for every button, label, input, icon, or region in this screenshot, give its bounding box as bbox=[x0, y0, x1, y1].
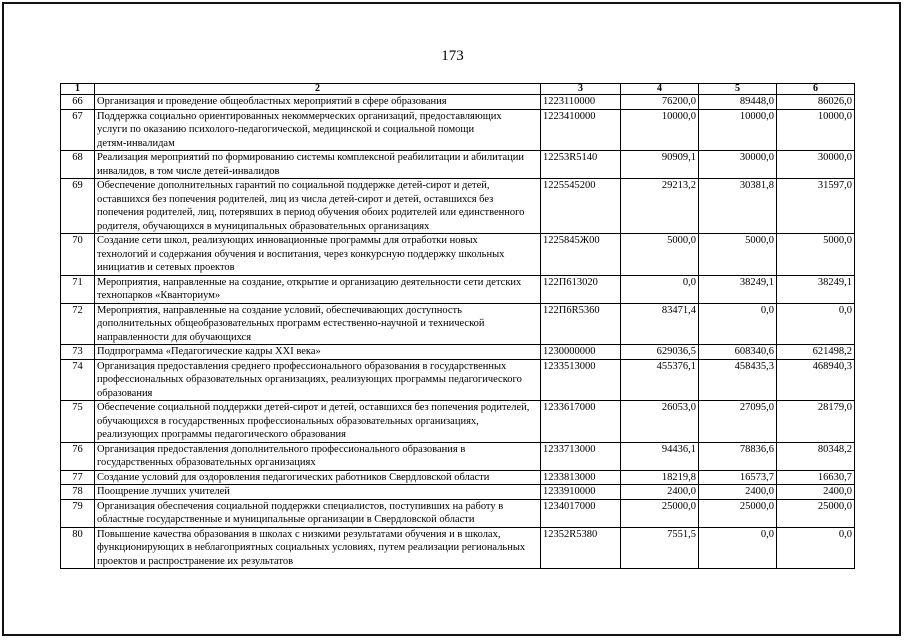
row-description bbox=[95, 151, 541, 179]
column-header-6: 6 bbox=[777, 84, 855, 95]
row-number: 77 bbox=[61, 470, 95, 485]
value-col-4: 25000,0 bbox=[621, 499, 699, 527]
value-col-4: 0,0 bbox=[621, 275, 699, 303]
row-number: 75 bbox=[61, 401, 95, 443]
description-line: Мероприятия, направленные на создание, открытие и организацию деятельности сети детских bbox=[97, 276, 522, 288]
value-col-6: 468940,3 bbox=[777, 359, 855, 401]
value-col-4: 83471,4 bbox=[621, 303, 699, 345]
value-col-4: 76200,0 bbox=[621, 95, 699, 110]
description-line: областные государственные и муниципальные организации в Свердловской области bbox=[97, 514, 475, 525]
description-line: проектов и распространение их результатов bbox=[97, 555, 294, 567]
description-line: дополнительных общеобразовательных программ естественно-научной и технической bbox=[97, 318, 485, 329]
value-col-5: 10000,0 bbox=[699, 109, 777, 151]
description-line: Мероприятия, направленные на создание условий, обеспечивающих доступность bbox=[97, 304, 462, 316]
table-row bbox=[61, 275, 855, 303]
row-code: 12352R5380 bbox=[541, 527, 621, 569]
description-line: реализующих программы педагогического образования bbox=[97, 429, 346, 440]
description-line: Обеспечение дополнительных гарантий по социальной поддержке детей-сирот и детей, bbox=[97, 180, 490, 191]
value-col-6: 5000,0 bbox=[777, 234, 855, 276]
table-row bbox=[61, 303, 855, 345]
table-row bbox=[61, 442, 855, 470]
column-header-4: 4 bbox=[621, 84, 699, 95]
row-code: 1233713000 bbox=[541, 442, 621, 470]
value-col-6: 28179,0 bbox=[777, 401, 855, 443]
row-description bbox=[95, 401, 541, 443]
description-line: Подпрограмма «Педагогические кадры XXI века» bbox=[97, 346, 321, 357]
table-header-row bbox=[61, 84, 855, 95]
row-description bbox=[95, 499, 541, 527]
row-code: 1223110000 bbox=[541, 95, 621, 110]
description-line: услуги по оказанию психолого-педагогической, медицинской и социальной помощи bbox=[97, 124, 475, 135]
description-line: функционирующих в неблагоприятных социальных условиях, путем реализации региональных bbox=[97, 542, 526, 553]
description-line: Организация предоставления среднего профессионального образования в государственных bbox=[97, 360, 507, 372]
row-number: 80 bbox=[61, 527, 95, 569]
row-code: 12253R5140 bbox=[541, 151, 621, 179]
column-header-1: 1 bbox=[61, 84, 95, 95]
description-line: технопарков «Кванториум» bbox=[97, 290, 221, 301]
row-code: 1225845Ж00 bbox=[541, 234, 621, 276]
description-line: Повышение качества образования в школах с низкими результатами обучения и в школах, bbox=[97, 528, 501, 540]
row-code: 1233617000 bbox=[541, 401, 621, 443]
description-line: оставшихся без попечения родителей, лиц из числа детей-сирот и детей, оставшихся без bbox=[97, 193, 494, 205]
description-line: государственных образовательных организациях bbox=[97, 457, 316, 468]
value-col-6: 30000,0 bbox=[777, 151, 855, 179]
value-col-6: 2400,0 bbox=[777, 485, 855, 500]
value-col-6: 86026,0 bbox=[777, 95, 855, 110]
table-row bbox=[61, 527, 855, 569]
table-row bbox=[61, 109, 855, 151]
table-row bbox=[61, 95, 855, 110]
row-code: 1233910000 bbox=[541, 485, 621, 500]
description-line: родителя, обучающихся в муниципальных образовательных организациях bbox=[97, 220, 430, 232]
value-col-4: 455376,1 bbox=[621, 359, 699, 401]
row-code: 1234017000 bbox=[541, 499, 621, 527]
column-header-2: 2 bbox=[95, 84, 541, 95]
description-line: Поддержка социально ориентированных некоммерческих организаций, предоставляющих bbox=[97, 110, 502, 122]
row-description bbox=[95, 485, 541, 500]
value-col-5: 30000,0 bbox=[699, 151, 777, 179]
budget-table bbox=[60, 83, 855, 569]
row-description bbox=[95, 359, 541, 401]
value-col-4: 29213,2 bbox=[621, 179, 699, 234]
row-code: 1233813000 bbox=[541, 470, 621, 485]
table-row bbox=[61, 470, 855, 485]
value-col-5: 38249,1 bbox=[699, 275, 777, 303]
row-number: 71 bbox=[61, 275, 95, 303]
value-col-4: 5000,0 bbox=[621, 234, 699, 276]
row-code: 1233513000 bbox=[541, 359, 621, 401]
table-row bbox=[61, 359, 855, 401]
value-col-5: 5000,0 bbox=[699, 234, 777, 276]
value-col-4: 18219,8 bbox=[621, 470, 699, 485]
description-line: Реализация мероприятий по формированию системы комплексной реабилитации и абилитации bbox=[97, 152, 525, 163]
row-code: 122П613020 bbox=[541, 275, 621, 303]
value-col-5: 78836,6 bbox=[699, 442, 777, 470]
column-header-3: 3 bbox=[541, 84, 621, 95]
row-number: 68 bbox=[61, 151, 95, 179]
row-code: 1223410000 bbox=[541, 109, 621, 151]
value-col-6: 31597,0 bbox=[777, 179, 855, 234]
value-col-4: 94436,1 bbox=[621, 442, 699, 470]
row-number: 78 bbox=[61, 485, 95, 500]
description-line: инвалидов, в том числе детей-инвалидов bbox=[97, 165, 280, 177]
value-col-6: 16630,7 bbox=[777, 470, 855, 485]
row-description bbox=[95, 303, 541, 345]
row-description bbox=[95, 442, 541, 470]
row-description bbox=[95, 234, 541, 276]
description-line: инициатив и сетевых проектов bbox=[97, 262, 235, 273]
value-col-6: 38249,1 bbox=[777, 275, 855, 303]
value-col-5: 0,0 bbox=[699, 527, 777, 569]
column-header-5: 5 bbox=[699, 84, 777, 95]
table-row bbox=[61, 485, 855, 500]
table-row bbox=[61, 499, 855, 527]
value-col-6: 25000,0 bbox=[777, 499, 855, 527]
description-line: технологий и содержания обучения и воспитания, через конкурсную поддержку школьных bbox=[97, 248, 505, 260]
description-line: детям-инвалидам bbox=[97, 137, 175, 149]
value-col-4: 10000,0 bbox=[621, 109, 699, 151]
value-col-6: 0,0 bbox=[777, 527, 855, 569]
value-col-5: 89448,0 bbox=[699, 95, 777, 110]
value-col-4: 26053,0 bbox=[621, 401, 699, 443]
row-description bbox=[95, 527, 541, 569]
value-col-4: 2400,0 bbox=[621, 485, 699, 500]
value-col-5: 25000,0 bbox=[699, 499, 777, 527]
value-col-4: 90909,1 bbox=[621, 151, 699, 179]
description-line: профессиональных образовательных организациях, реализующих программы педагогического bbox=[97, 374, 522, 385]
description-line: образования bbox=[97, 387, 153, 399]
description-line: Создание сети школ, реализующих инновационные программы для отработки новых bbox=[97, 235, 478, 246]
description-line: Создание условий для оздоровления педагогических работников Свердловской области bbox=[97, 471, 490, 483]
row-number: 79 bbox=[61, 499, 95, 527]
table-row bbox=[61, 345, 855, 360]
description-line: Организация и проведение общеобластных мероприятий в сфере образования bbox=[97, 96, 447, 107]
page-number: 173 bbox=[441, 48, 464, 64]
value-col-4: 7551,5 bbox=[621, 527, 699, 569]
row-number: 76 bbox=[61, 442, 95, 470]
row-number: 66 bbox=[61, 95, 95, 110]
value-col-6: 621498,2 bbox=[777, 345, 855, 360]
row-description bbox=[95, 109, 541, 151]
row-description bbox=[95, 179, 541, 234]
row-description bbox=[95, 345, 541, 360]
value-col-5: 2400,0 bbox=[699, 485, 777, 500]
value-col-6: 10000,0 bbox=[777, 109, 855, 151]
description-line: Обеспечение социальной поддержки детей-сирот и детей, оставшихся без попечения родителей, bbox=[97, 402, 530, 413]
row-number: 67 bbox=[61, 109, 95, 151]
row-description bbox=[95, 470, 541, 485]
description-line: направленности для обучающихся bbox=[97, 331, 252, 343]
row-code: 1225545200 bbox=[541, 179, 621, 234]
table-body bbox=[61, 95, 855, 569]
table-row bbox=[61, 179, 855, 234]
description-line: Организация предоставления дополнительного профессионального образования в bbox=[97, 443, 466, 455]
description-line: Поощрение лучших учителей bbox=[97, 486, 230, 497]
value-col-5: 27095,0 bbox=[699, 401, 777, 443]
description-line: Организация обеспечения социальной поддержки специалистов, поступивших на работу в bbox=[97, 500, 504, 512]
row-number: 72 bbox=[61, 303, 95, 345]
row-code: 122П6R5360 bbox=[541, 303, 621, 345]
description-line: попечения родителей, лиц, потерявших в период обучения обоих родителей или единственного bbox=[97, 207, 525, 218]
value-col-6: 80348,2 bbox=[777, 442, 855, 470]
row-number: 70 bbox=[61, 234, 95, 276]
description-line: обучающихся в государственных профессиональных образовательных организациях, bbox=[97, 415, 479, 427]
row-number: 73 bbox=[61, 345, 95, 360]
value-col-6: 0,0 bbox=[777, 303, 855, 345]
row-code: 1230000000 bbox=[541, 345, 621, 360]
table-row bbox=[61, 234, 855, 276]
row-description bbox=[95, 95, 541, 110]
value-col-5: 458435,3 bbox=[699, 359, 777, 401]
value-col-5: 30381,8 bbox=[699, 179, 777, 234]
value-col-5: 608340,6 bbox=[699, 345, 777, 360]
value-col-5: 0,0 bbox=[699, 303, 777, 345]
table-row bbox=[61, 401, 855, 443]
table-row bbox=[61, 151, 855, 179]
row-number: 69 bbox=[61, 179, 95, 234]
row-number: 74 bbox=[61, 359, 95, 401]
value-col-4: 629036,5 bbox=[621, 345, 699, 360]
value-col-5: 16573,7 bbox=[699, 470, 777, 485]
row-description bbox=[95, 275, 541, 303]
